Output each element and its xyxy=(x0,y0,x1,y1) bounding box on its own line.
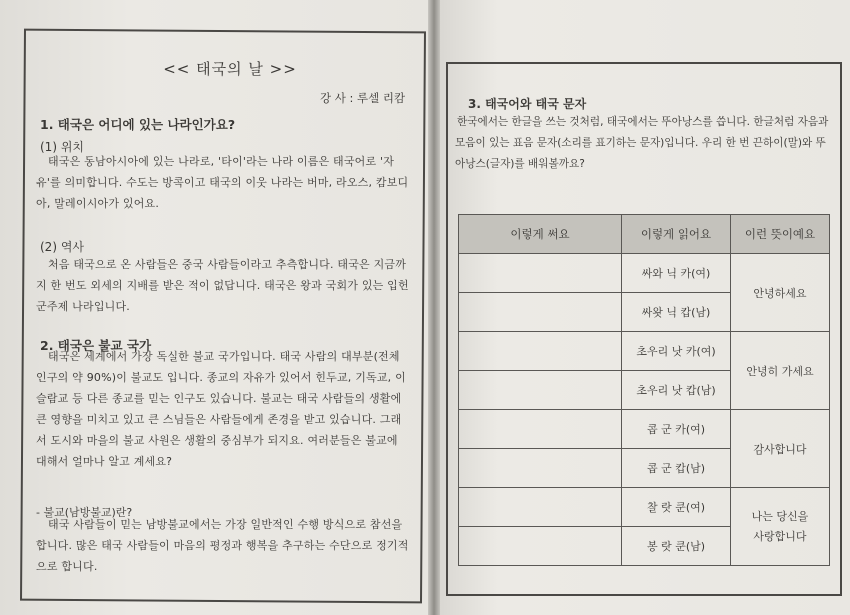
section1a-title: (1) 위치 xyxy=(40,140,84,154)
thai-phrases-table xyxy=(458,214,830,566)
write-cell xyxy=(459,254,622,293)
read-cell: 초우리 낫 카(여) xyxy=(622,332,731,371)
read-cell: 찰 랏 쿤(여) xyxy=(622,488,731,527)
table-header: 이렇게 읽어요 xyxy=(622,215,731,254)
book-gutter xyxy=(428,0,440,615)
section1b-text: 처음 태국으로 온 사람들은 중국 사람들이라고 추측합니다. 태국은 지금까지 한 번도 외세의 지배를 받은 적이 없답니다. 태국은 왕과 국회가 있는 입헌군주제 나라입니다. xyxy=(36,258,409,313)
buddhism-text: 태국 사람들이 믿는 남방불교에서는 가장 일반적인 수행 방식으로 참선을 합니다. 많은 태국 사람들이 마음의 평정과 행복을 추구하는 수단으로 정기적으로 합니다. xyxy=(36,518,409,573)
read-cell: 싸왓 닉 캅(남) xyxy=(622,293,731,332)
section3-heading: 3. 태국어와 태국 문자 xyxy=(468,97,587,111)
write-cell xyxy=(459,293,622,332)
author-line: 강 사 : 루셀 리캄 xyxy=(320,91,406,105)
meaning-cell: 안녕하세요 xyxy=(731,254,830,332)
read-cell: 싸와 닉 카(여) xyxy=(622,254,731,293)
write-cell xyxy=(459,332,622,371)
section3-text: 한국에서는 한글을 쓰는 것처럼, 태국에서는 뚜아낭스를 씁니다. 한글처럼 자음과 모음이 있는 표음 문자(소리를 표기하는 문자)입니다. 우리 한 번 끈하이(말)와 뚜아낭스(글자)를 배워볼까요? xyxy=(455,116,829,170)
table-row xyxy=(459,254,830,293)
table-header-row xyxy=(459,215,830,254)
section1a-text: 태국은 동남아시아에 있는 나라로, '타이'라는 나라 이름은 태국어로 '자유'를 의미합니다. 수도는 방콕이고 태국의 이웃 나라는 버마, 라오스, 캄보디아, 말레이시아가 있어요. xyxy=(36,155,409,210)
write-cell xyxy=(459,410,622,449)
table-row xyxy=(459,488,830,527)
read-cell: 콥 군 캅(남) xyxy=(622,449,731,488)
table-header: 이렇게 써요 xyxy=(459,215,622,254)
read-cell: 봉 랏 쿤(남) xyxy=(622,527,731,566)
section1-heading: 1. 태국은 어디에 있는 나라인가요? xyxy=(40,117,236,132)
meaning-cell: 안녕히 가세요 xyxy=(731,332,830,410)
meaning-cell: 감사합니다 xyxy=(731,410,830,488)
write-cell xyxy=(459,371,622,410)
page-title: << 태국의 날 >> xyxy=(163,60,297,78)
write-cell xyxy=(459,449,622,488)
table-row xyxy=(459,410,830,449)
buddhism-question: - 불교(남방불교)란? xyxy=(36,506,133,519)
write-cell xyxy=(459,527,622,566)
read-cell: 초우리 낫 캅(남) xyxy=(622,371,731,410)
table-header: 이런 뜻이예요 xyxy=(731,215,830,254)
section2-text: 태국은 세계에서 가장 독실한 불교 국가입니다. 태국 사람의 대부분(전체 인구의 약 90%)이 불교도 입니다. 종교의 자유가 있어서 힌두교, 기독교, 이슬람교 등 다른 종교를 믿는 인구도 있습니다. 불교는 태국 사람들의 생활에 큰 영향을 미치고 있고 큰 스님들은 사람들에게 존경을 받고 있습니다. 그래서 도시와 마을의 불교 사원은 생활의 중심부가 되지요. 여러분들은 불교에 대해서 얼마나 알고 계세요? xyxy=(36,350,406,468)
section2-heading: 2. 태국은 불교 국가 xyxy=(40,338,152,353)
table-row xyxy=(459,332,830,371)
meaning-cell: 나는 당신을 사랑합니다 xyxy=(731,488,830,566)
section1b-title: (2) 역사 xyxy=(40,240,84,254)
read-cell: 콥 군 카(여) xyxy=(622,410,731,449)
write-cell xyxy=(459,488,622,527)
